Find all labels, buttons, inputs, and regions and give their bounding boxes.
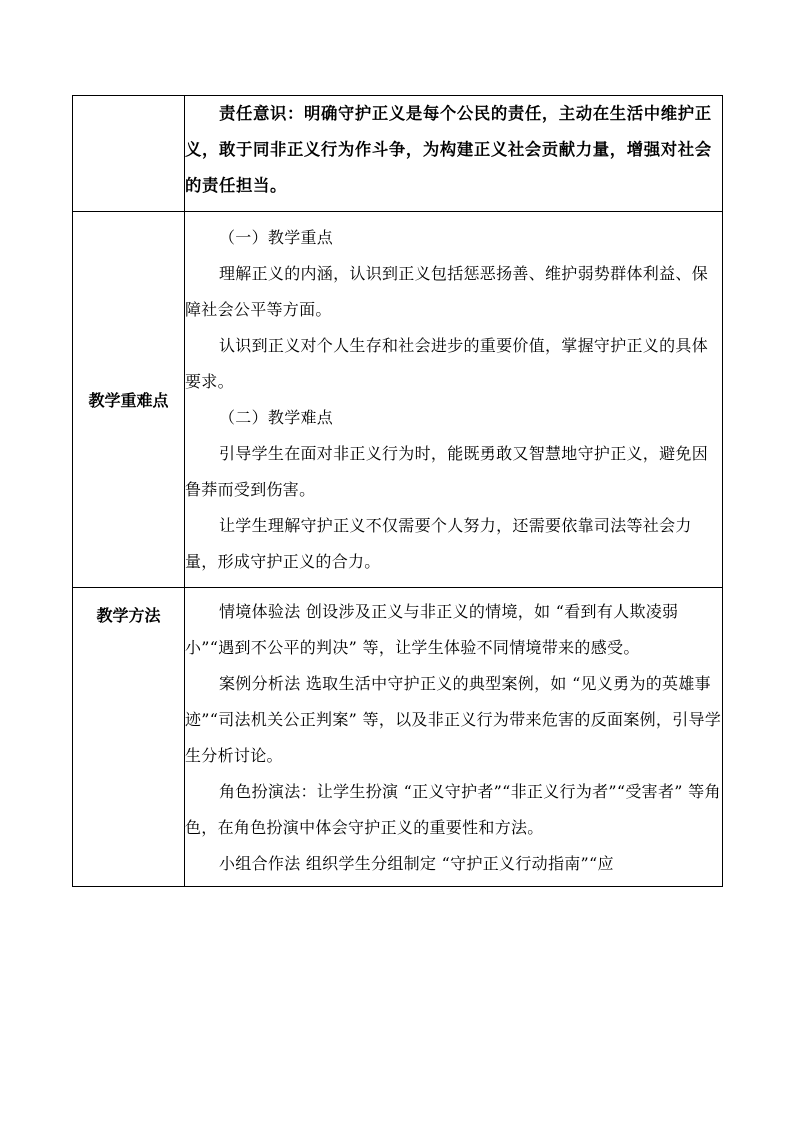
row-label-methods: 教学方法 bbox=[73, 588, 185, 887]
key-points-heading: （一）教学重点 bbox=[219, 228, 334, 247]
methods-cell bbox=[185, 588, 723, 887]
method-paragraph: 情境体验法 创设涉及正义与非正义的情境，如 “看到有人欺凌弱小”“遇到不公平的判决” 等，让学生体验不同情境带来的感受。 bbox=[185, 602, 679, 657]
responsibility-cell bbox=[185, 96, 723, 212]
table-row-responsibility bbox=[73, 96, 723, 212]
responsibility-paragraph: 责任意识：明确守护正义是每个公民的责任，主动在生活中维护正义，敢于同非正义行为作斗争，为构建正义社会贡献力量，增强对社会的责任担当。 bbox=[185, 104, 712, 195]
difficulty-heading: （二）教学难点 bbox=[219, 408, 334, 427]
method-paragraph: 角色扮演法：让学生扮演 “正义守护者”“非正义行为者”“受害者” 等角色，在角色扮演中体会守护正义的重要性和方法。 bbox=[185, 782, 721, 837]
lesson-plan-table bbox=[72, 95, 723, 887]
difficulty-paragraph: 让学生理解守护正义不仅需要个人努力，还需要依靠司法等社会力量，形成守护正义的合力。 bbox=[185, 516, 692, 571]
row-label-key-points: 教学重难点 bbox=[73, 212, 185, 588]
key-points-cell bbox=[185, 212, 723, 588]
key-point-paragraph: 理解正义的内涵，认识到正义包括惩恶扬善、维护弱势群体利益、保障社会公平等方面。 bbox=[185, 264, 709, 319]
method-paragraph: 案例分析法 选取生活中守护正义的典型案例，如 “见义勇为的英雄事迹”“司法机关公正判案” 等，以及非正义行为带来危害的反面案例，引导学生分析讨论。 bbox=[185, 674, 722, 765]
row-label-empty bbox=[73, 96, 185, 212]
table-row-methods bbox=[73, 588, 723, 887]
method-paragraph: 小组合作法 组织学生分组制定 “守护正义行动指南”“应 bbox=[219, 854, 614, 873]
difficulty-paragraph: 引导学生在面对非正义行为时，能既勇敢又智慧地守护正义，避免因鲁莽而受到伤害。 bbox=[185, 444, 709, 499]
key-point-paragraph: 认识到正义对个人生存和社会进步的重要价值，掌握守护正义的具体要求。 bbox=[185, 336, 709, 391]
table-row-key-points bbox=[73, 212, 723, 588]
